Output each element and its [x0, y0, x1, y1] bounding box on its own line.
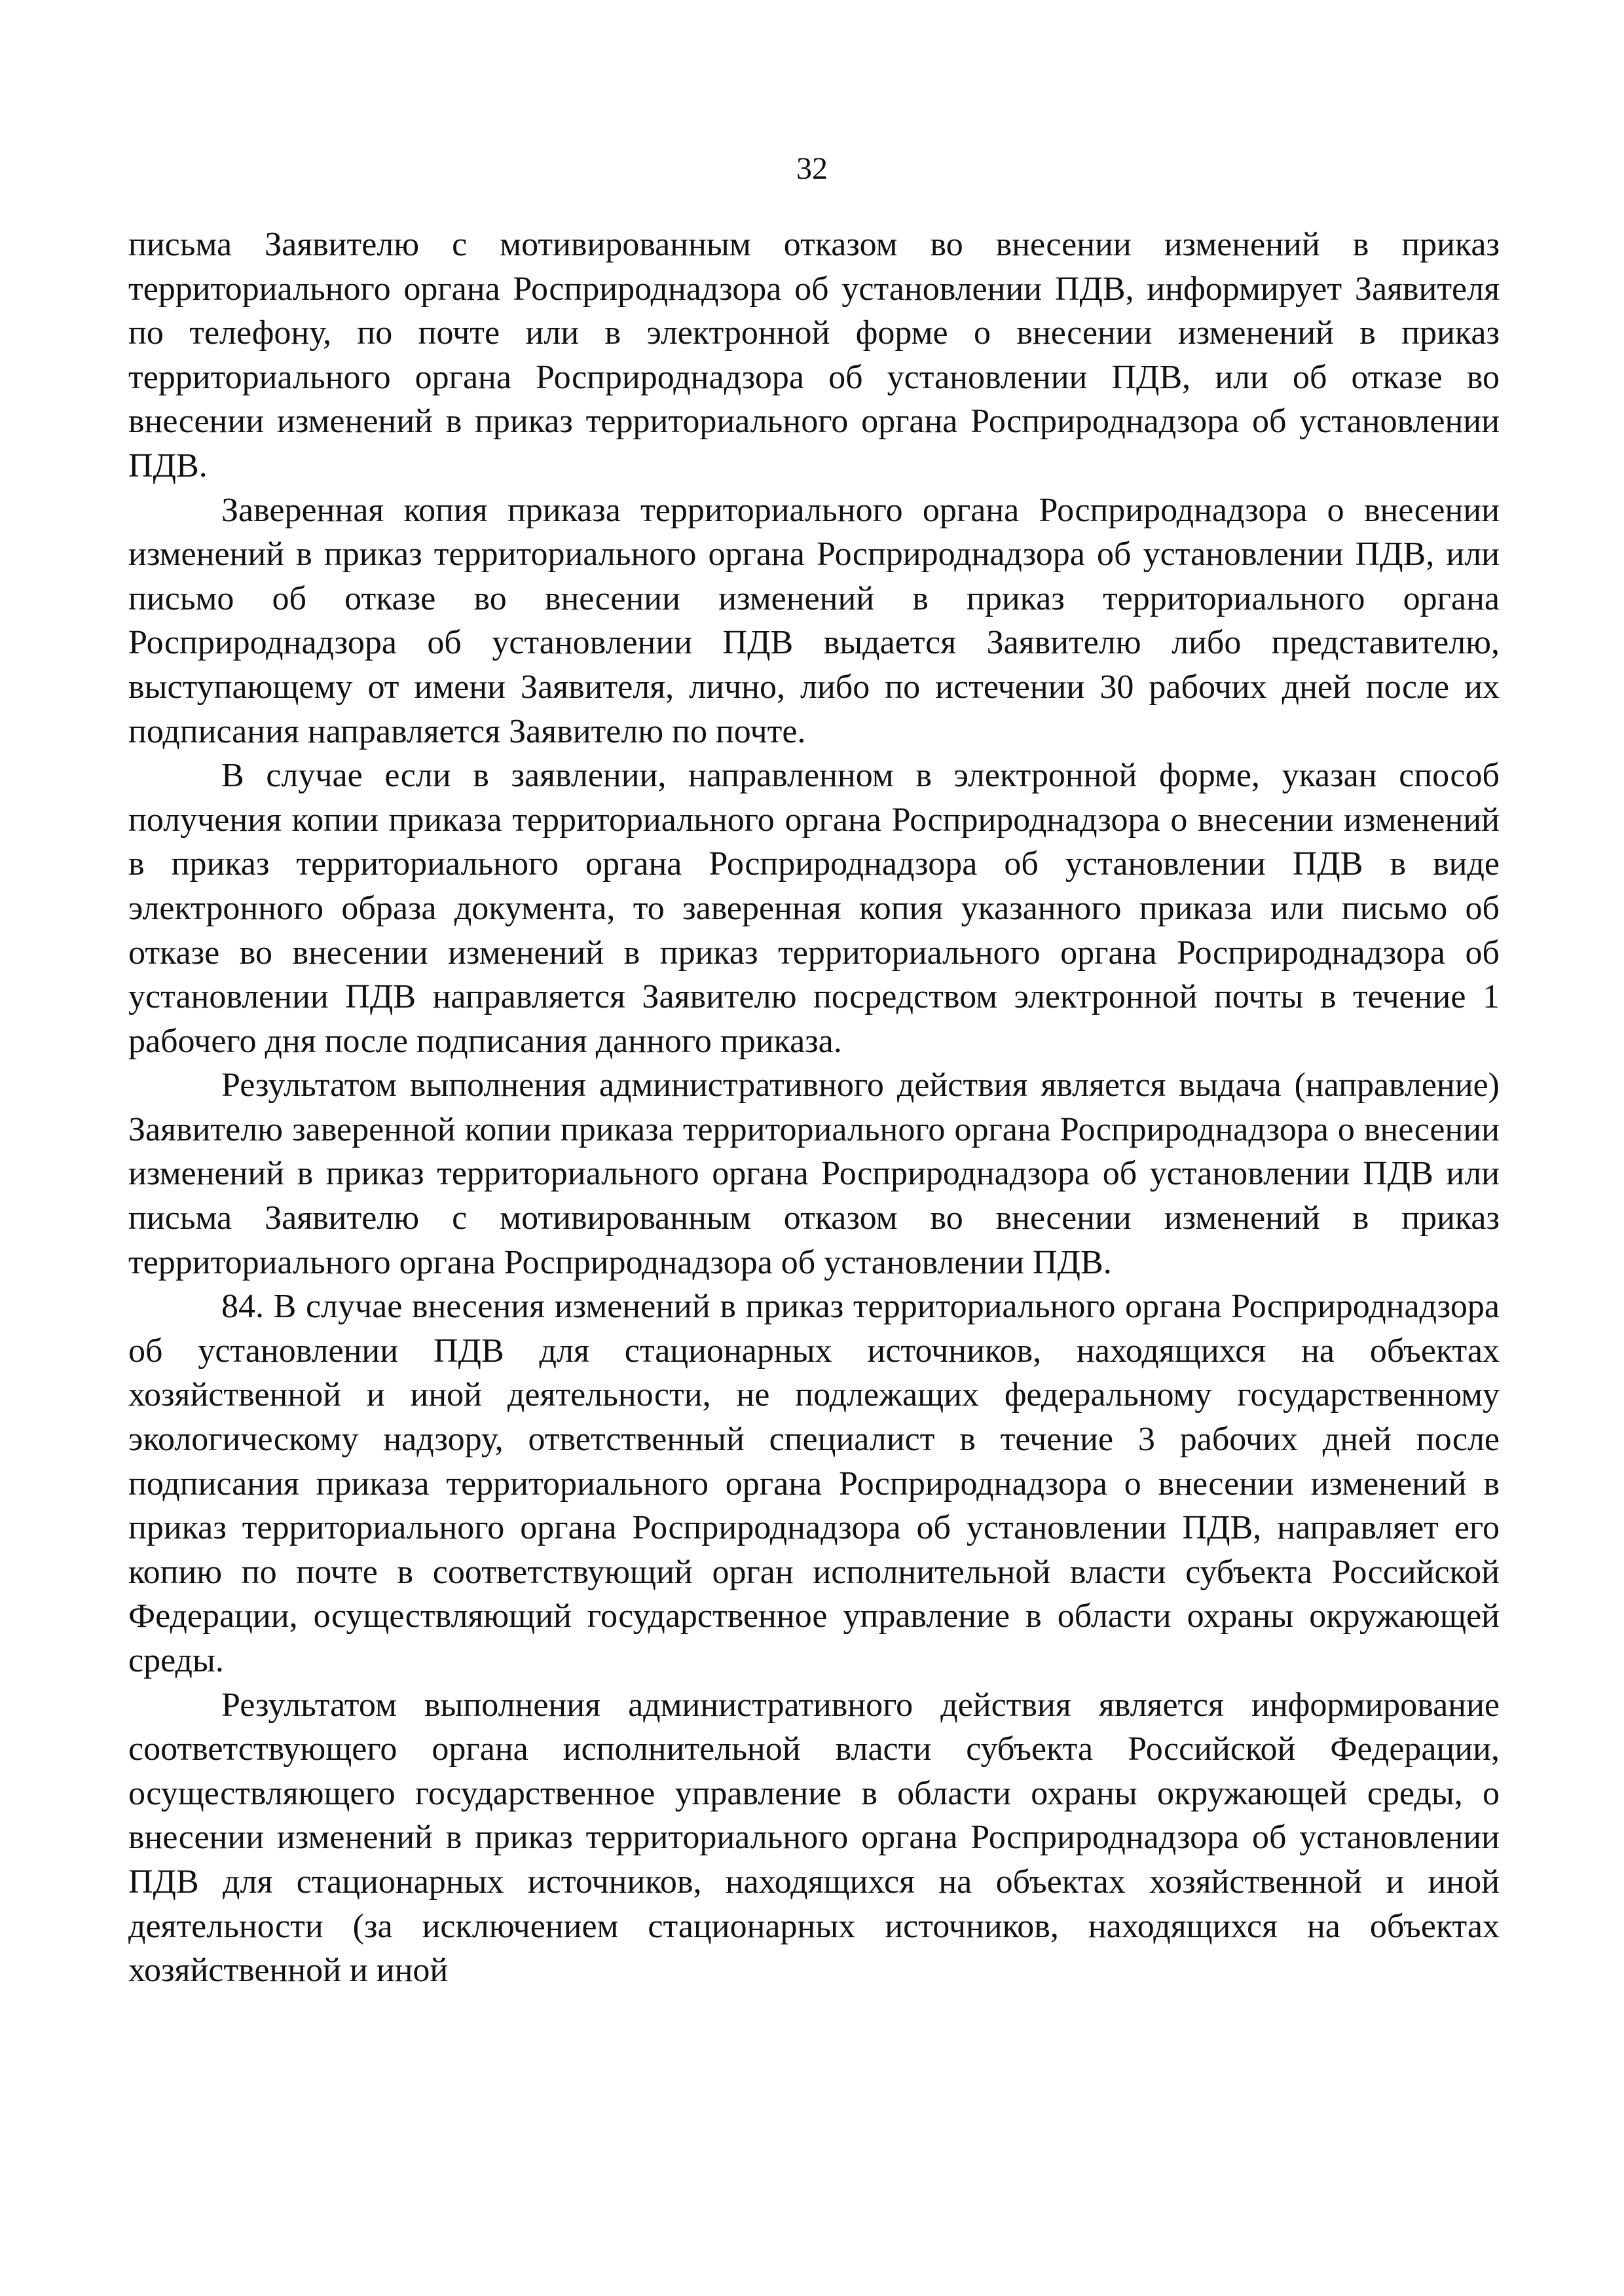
document-body — [128, 223, 1500, 1993]
paragraph-4: Результатом выполнения административного действия является выдача (направление) Заявителю заверенной копии приказа территориального органа Росприроднадзора о внесении изменений в приказ территориального органа Росприроднадзора об установлении ПДВ или письма Заявителю с мотивированным отказом во внесении изменений в приказ территориального органа Росприроднадзора об установлении ПДВ. — [128, 1066, 1500, 1281]
page-number: 32 — [796, 151, 828, 186]
paragraph-2: Заверенная копия приказа территориального органа Росприроднадзора о внесении изменений в приказ территориального органа Росприроднадзора об установлении ПДВ, или письмо об отказе во внесении изменений в приказ территориального органа Росприроднадзора об установлении ПДВ выдается Заявителю либо представителю, выступающему от имени Заявителя, лично, либо по истечении 30 рабочих дней после их подписания направляется Заявителю по почте. — [128, 491, 1500, 750]
paragraph-6: Результатом выполнения административного действия является информирование соответствующего органа исполнительной власти субъекта Российской Федерации, осуществляющего государственное управление в области охраны окружающей среды, о внесении изменений в приказ территориального органа Росприроднадзора об установлении ПДВ для стационарных источников, находящихся на объектах хозяйственной и иной деятельности (за исключением стационарных источников, находящихся на объектах хозяйственной и иной — [128, 1686, 1500, 1990]
paragraph-3: В случае если в заявлении, направленном в электронной форме, указан способ получения копии приказа территориального органа Росприроднадзора о внесении изменений в приказ территориального органа Росприроднадзора об установлении ПДВ в виде электронного образа документа, то заверенная копия указанного приказа или письмо об отказе во внесении изменений в приказ территориального органа Росприроднадзора об установлении ПДВ направляется Заявителю посредством электронной почты в течение 1 рабочего дня после подписания данного приказа. — [128, 757, 1500, 1060]
paragraph-84: 84. В случае внесения изменений в приказ территориального органа Росприроднадзора об установлении ПДВ для стационарных источников, находящихся на объектах хозяйственной и иной деятельности, не подлежащих федеральному государственному экологическому надзору, ответственный специалист в течение 3 рабочих дней после подписания приказа территориального органа Росприроднадзора о внесении изменений в приказ территориального органа Росприроднадзора об установлении ПДВ, направляет его копию по почте в соответствующий орган исполнительной власти субъекта Российской Федерации, осуществляющий государственное управление в области охраны окружающей среды. — [128, 1288, 1500, 1679]
paragraph-1: письма Заявителю с мотивированным отказом во внесении изменений в приказ территориального органа Росприроднадзора об установлении ПДВ, информирует Заявителя по телефону, по почте или в электронной форме о внесении изменений в приказ территориального органа Росприроднадзора об установлении ПДВ, или об отказе во внесении изменений в приказ территориального органа Росприроднадзора об установлении ПДВ. — [128, 226, 1500, 484]
